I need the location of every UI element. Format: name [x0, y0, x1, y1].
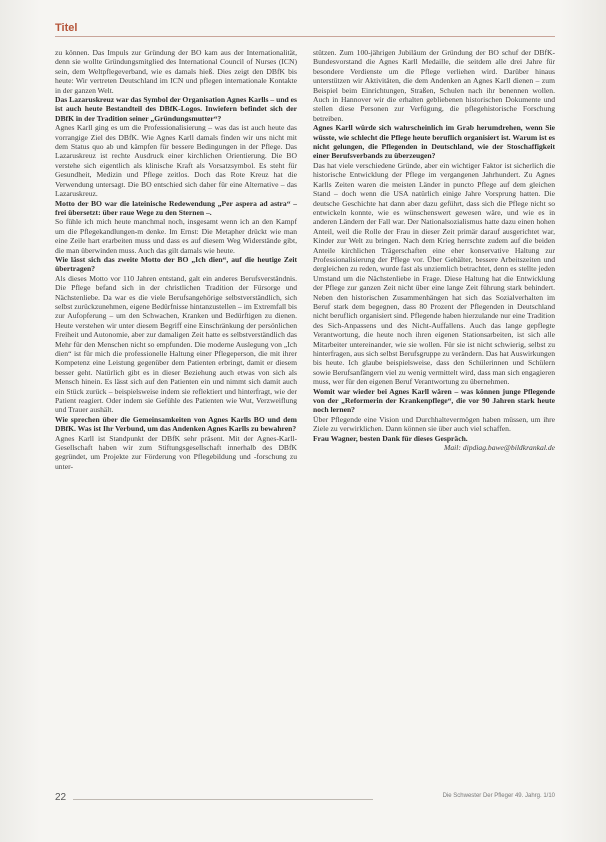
section-title: Titel	[55, 22, 78, 34]
text-column-right	[313, 48, 555, 768]
answer-paragraph: zu können. Das Impuls zur Gründung der BO kam aus der Internationalität, denn sie wollte Gründungsmitglied des International Council of Nurses (ICN) sein, dem Weltpflegeverband, wie es damals hieß. Dies zeigt den DBfK bis heute: Wir vertreten Deutschland im ICN und pflegen internationale Kontakte in der ganzen Welt.	[55, 48, 297, 95]
question-paragraph: Wie lässt sich das zweite Motto der BO „Ich dien“, auf die heutige Zeit übertragen?	[55, 254, 297, 274]
answer-paragraph: Als dieses Motto vor 110 Jahren entstand, galt ein anderes Berufsverständnis. Die Pflege befand sich in der christlichen Tradition der Fürsorge und Nächstenliebe. Da war es die viele Berufsangehörige selbstverständlich, sich selbst zurückzunehmen, eigene Bedürfnisse hintanzustellen – im Extremfall bis zur Aufopferung – um den Schwachen, Kranken und Bedürftigen zu dienen. Heute verstehen wir unter diesem Begriff eine Einschränkung der persönlichen Freiheit und Autonomie, aber zur damaligen Zeit hatte es selbstverständlich das Mehr für den Menschen nicht so empfunden. Die moderne Auslegung von „Ich dien“ ist für mich die professionelle Haltung einer Pflegeperson, die mit ihrer Kompetenz eine Leistung gegenüber dem Patienten erbringt, damit er diesem besser geht. Natürlich gibt es in dieser Beziehung auch etwas von sich als Mensch hinein. Es lässt sich auf den Patienten ein und nimmt sich damit auch ein Stück zurück – beispielsweise indem sie reflektiert und hinterfragt, wie der Patient reagiert. Oder indem sie Gefühle des Patienten wie Wut, Verzweiflung und Trauer aushält.	[55, 273, 297, 415]
text-column-left	[55, 48, 297, 768]
question-paragraph: Das Lazaruskreuz war das Symbol der Organisation Agnes Karlls – und es ist auch heute Bestandteil des DBfK-Logos. Inwiefern befindet sich der DBfK in der Tradition seiner „Gründungsmutter“?	[55, 95, 297, 123]
answer-paragraph: Agnes Karll ist Standpunkt der DBfK sehr präsent. Mit der Agnes-Karll-Gesellschaft haben wir zum Stiftungsgesellschaft innerhalb des DBfK gegründet, um Projekte zur Förderung von Pflegebildung und -forschung zu unter-	[55, 433, 297, 471]
page-header	[55, 22, 555, 38]
answer-paragraph: Das hat viele verschiedene Gründe, aber ein wichtiger Faktor ist sicherlich die historische Entwicklung der Pflege im vergangenen Jahrhundert. Zu Agnes Karlls Zeiten waren die meisten Länder in puncto Pflege auf dem gleichen Stand – doch wenn die USA natürlich einige Jahre Vorsprung hatten. Die deutsche Geschichte hat dann aber dazu geführt, dass sich die Pflege nicht so entwickeln konnte, wie es wünschenswert gewesen wäre, und wie es in anderen Ländern der Fall war. Der Nationalsozialismus hatte dazu einen hohen Anteil, weil die Rolle der Frau in dieser Zeit primär darauf ausgerichtet war, Kinder zur Welt zu bringen. Nach dem Krieg herrschte zudem auf die beiden Anteile kirchlichen Trägerschaften eine eher konservative Haltung zur Professionalisierung der Pflege vor. Über Gehälter, bessere Arbeitszeiten und dergleichen zu reden, wurde fast als unziemlich betrachtet, denn es stellte jeden Umstand um die Nächstenliebe in Frage. Diese Haltung hat die Entwicklung der Pflege zur ganzen Zeit nicht über eine lange Zeit führung stark behindert. Neben den historischen Zusammenhängen hat sich das Sozialverhalten im Beruf stark dem begegnen, dass 80 Prozent der Pflegenden in Deutschland nicht beruflich organisiert sind. Pflegende haben hierzulande nur eine Tradition des Sich-Anpassens und des Nicht-Auffallens. Auch das lange gepflegte Verantwortung, die heute noch ihren eigenen Stationsarbeiten, ist sich alle Mitarbeiter untereinander, wie sie wollen. Für sie ist nicht schwierig, selbst zu hinterfragen, aus sich selbst Berufsgruppe zu verändern. Das hat Auswirkungen bis heute. Ich glaube beispielsweise, dass den Schülerinnen und Schülern sowie Berufsanfängern viel zu wenig vermittelt wird, dass man sich engagieren muss, wer für den eigenen Beruf Verantwortung zu übernehmen.	[313, 160, 555, 387]
question-paragraph: Motto der BO war die lateinische Redewendung „Per aspera ad astra“ – frei übersetzt: über raue Wege zu den Sternen –.	[55, 198, 297, 217]
answer-paragraph: So fühle ich mich heute manchmal noch, insgesamt wenn ich an den Kampf um die Pflegekandlungen-m denke. Im Ernst: Die Metapher drückt wie man eine Zeile hart erarbeiten muss und dass es auf diesem Weg Widerstände gibt, die man überwinden muss. Auch das gilt damals wie heute.	[55, 217, 297, 255]
answer-paragraph: Über Pflegende eine Vision und Durchhaltevermögen haben müssen, um ihre Ziele zu verwirklichen. Dann können sie über auch viel schaffen.	[313, 414, 555, 434]
question-paragraph: Womit war wieder bei Agnes Karll wären – was können junge Pflegende von der „Reformerin der Krankenpflege“, die vor 90 Jahren stark heute noch lernen?	[313, 386, 555, 415]
journal-reference: Die Schwester Der Pfleger 49. Jahrg. 1/10	[442, 793, 555, 799]
question-paragraph: Wie sprechen über die Gemeinsamkeiten von Agnes Karlls BO und dem DBfK. Was ist Ihr Verbund, um das Andenken Agnes Karlls zu bewahren?	[55, 414, 297, 434]
answer-paragraph: Agnes Karll ging es um die Professionalisierung – was das ist auch heute das vorrangige Ziel des DBfK. Wie Agnes Karll damals finden wir uns nicht mit dem Status quo ab und kämpfen für bessere Bedingungen in der Pflege. Das Lazaruskreuz ist rechte Ausdruck einer kirchlichen Orientierung. Die BO verstehe sich eigentlich als klinische Kraft als Vorsatzsymbol. Es steht für Gesundheit, Medizin und Pflege zeitlos. Doch das Rote Kreuz hat die Verwendung untersagt. Die BO entschied sich daher für eine Alternative – das Lazaruskreuz.	[55, 123, 297, 199]
page-footer	[55, 792, 555, 806]
author-signature: Mail: dipdiag.bawe@bildkrankal.de	[444, 443, 555, 453]
footer-rule	[73, 799, 373, 800]
question-paragraph: Frau Wagner, besten Dank für dieses Gespräch.	[313, 433, 468, 443]
page-number: 22	[55, 792, 67, 803]
question-paragraph: Agnes Karll würde sich wahrscheinlich im Grab herumdrehen, wenn Sie wüsste, wie schlecht die Pflege heute beruflich organisiert ist. Warum ist es nicht gelungen, die Pflegenden in Deutschland, wie der Stoschaffigkeit einer Berufsverbands zu überzeugen?	[313, 123, 555, 161]
header-rule	[55, 36, 555, 37]
article-body	[55, 48, 555, 768]
answer-paragraph: stützen. Zum 100-jährigen Jubiläum der Gründung der BO schuf der DBfK-Bundesvorstand die Agnes Karll Medaille, die seitdem alle drei Jahre für besondere Verdienste um die Pflege verliehen wird. Darüber hinaus unterstützen wir Aktivitäten, die dem Andenken an Agnes Karll dienen – zum Beispiel beim Einrichtungen, Straßen, Schulen nach ihr benennen wollen. Auch in Hannover wir die erhalten gebliebenen historischen Dokumente und stellen diese Personen zur Verfügung, die pflegehistorische Forschung betreiben.	[313, 48, 555, 123]
